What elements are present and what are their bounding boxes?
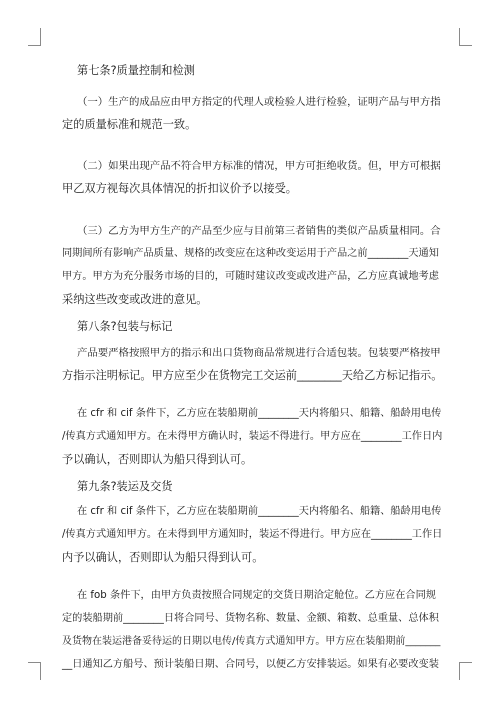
body-line: /传真方式通知甲方。在未得到甲方通知时，装运不得进行。甲方应在________工作日 [62,529,443,540]
crop-mark-top-left-h [28,45,41,46]
body-line: 在 fob 条件下，由甲方负责按照合同规定的交货日期洽定舱位。乙方应在合同规 [77,590,436,601]
body-line: 在 cfr 和 cif 条件下，乙方应在装船期前________天内将船名、船籍、船龄用电传 [77,506,442,517]
body-line: 甲乙双方视每次具体情况的折扣议价予以接受。 [62,182,297,195]
body-line: 甲方。甲方为充分服务市场的目的，可随时建议改变或改进产品，乙方应真诚地考虑 [62,271,439,282]
crop-mark-bottom-right [459,662,460,680]
crop-mark-bottom-right-h [459,662,472,663]
body-line: （一）生产的成品应由甲方指定的代理人或检验人进行检验，证明产品与甲方指 [77,96,441,108]
crop-mark-top-right-h [459,45,472,46]
body-line: （二）如果出现产品不符合甲方标准的情况，甲方可拒绝收货。但，甲方可根据 [77,160,441,172]
crop-mark-top-right [459,28,460,46]
body-line: 采纳这些改变或改进的意见。 [62,293,208,306]
body-line: 定的质量标准和规范一致。 [62,118,197,131]
body-line: 内予以确认，否则即认为船只得到认可。 [62,551,264,564]
section-heading-9: 第九条?装运及交货 [77,480,173,493]
body-line: __日通知乙方船号、预计装船日期、合同号，以便乙方安排装运。如果有必要改变装 [62,659,439,670]
crop-mark-bottom-left-h [28,662,41,663]
section-heading-8: 第八条?包装与标记 [77,320,173,333]
body-line: /传真方式通知甲方。在未得甲方确认时，装运不得进行。甲方应在________工作日内 [62,431,443,442]
body-line: 予以确认，否则即认为船只得到认可。 [62,453,253,466]
section-heading-7: 第七条?质量控制和检测 [77,64,195,77]
body-line: 在 cfr 和 cif 条件下，乙方应在装船期前________天内将船只、船籍、船龄用电传 [77,408,442,419]
body-line: （三）乙方为甲方生产的产品至少应与目前第三者销售的类似产品质量相同。合 [77,225,441,237]
body-line: 产品要严格按照甲方的指示和出口货物商品常规进行合适包装。包装要严格按甲 [77,347,441,359]
body-line: 同期间所有影响产品质量、规格的改变应在这种改变运用于产品之前________天通知 [62,248,439,259]
body-line: 及货物在装运港备妥待运的日期以电传/传真方式通知甲方。甲方应在装船期前_______ [62,636,441,647]
body-line: 方指示注明标记。甲方应至少在货物完工交运前________天给乙方标记指示。 [62,369,443,382]
crop-mark-top-left [40,28,41,46]
body-line: 定的装船期前________日将合同号、货物名称、数量、金额、箱数、总重量、总体积 [62,613,439,624]
crop-mark-bottom-left [40,662,41,680]
